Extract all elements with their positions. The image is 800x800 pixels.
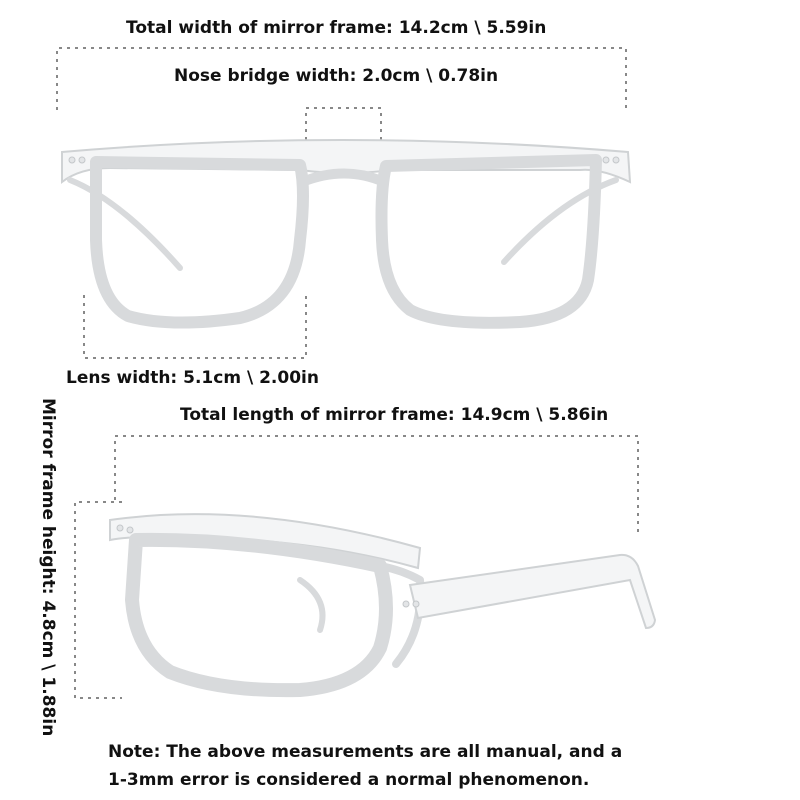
note-line-1: Note: The above measurements are all manual, and a <box>108 742 623 762</box>
glasses-front-view <box>62 140 630 323</box>
total-length-label: Total length of mirror frame: 14.9cm \ 5.86in <box>180 405 609 425</box>
note-line-2: 1-3mm error is considered a normal phenomenon. <box>108 770 590 790</box>
nose-bridge-label: Nose bridge width: 2.0cm \ 0.78in <box>174 66 499 86</box>
nose-bridge-guide <box>306 108 381 140</box>
total-width-label: Total width of mirror frame: 14.2cm \ 5.59in <box>126 18 547 38</box>
lens-width-label: Lens width: 5.1cm \ 2.00in <box>66 368 319 388</box>
measurement-note <box>108 738 622 794</box>
frame-height-label: Mirror frame height: 4.8cm \ 1.88in <box>38 398 58 737</box>
glasses-angled-view <box>110 514 655 690</box>
